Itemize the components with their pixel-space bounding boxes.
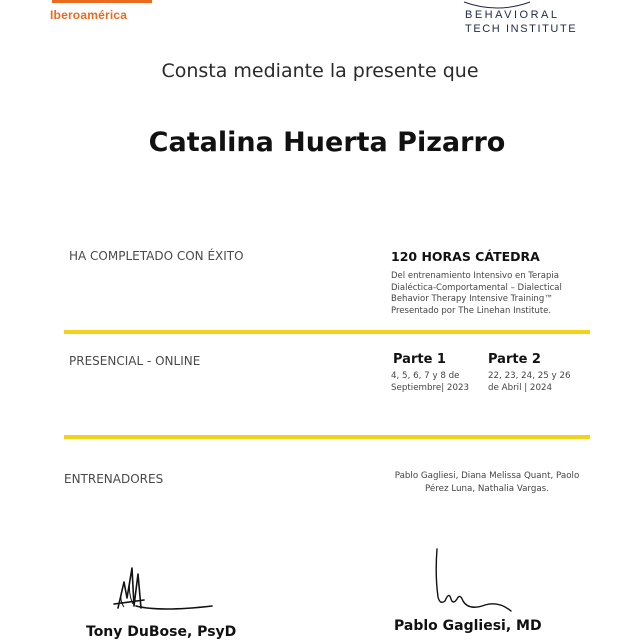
part2-dates-line: 22, 23, 24, 25 y 26	[488, 371, 571, 381]
recipient-name: Catalina Huerta Pizarro	[148, 127, 506, 158]
partner-logo-line2: TECH INSTITUTE	[465, 23, 578, 35]
trainers-list-line: Pérez Luna, Nathalia Vargas.	[425, 483, 549, 494]
organization-logo-bar	[52, 0, 152, 3]
training-description-line: Del entrenamiento Intensivo en Terapia	[391, 271, 559, 281]
part2-dates	[488, 371, 571, 394]
training-description-line: Behavior Therapy Intensive Training™	[391, 294, 553, 304]
part1-dates	[391, 371, 469, 394]
trainers-list-line: Pablo Gagliesi, Diana Melissa Quant, Paolo	[394, 471, 580, 481]
training-description-line: Dialéctica-Comportamental – Dialectical	[391, 282, 562, 293]
training-description-line: Presentado por The Linehan Institute.	[391, 305, 552, 316]
signatory-right-name: Pablo Gagliesi, MD	[394, 618, 542, 634]
part1-title: Parte 1	[393, 352, 446, 367]
trainers-list	[392, 470, 582, 495]
hours-title: 120 HORAS CÁTEDRA	[391, 249, 540, 264]
part1-dates-line: 4, 5, 6, 7 y 8 de	[391, 371, 460, 381]
modality-label: PRESENCIAL - ONLINE	[69, 354, 201, 368]
trainers-label: ENTRENADORES	[64, 472, 164, 486]
signature-right-icon	[425, 545, 520, 617]
organization-logo-text: Iberoamérica	[50, 8, 128, 22]
partner-logo-line1: BEHAVIORAL	[465, 9, 560, 21]
section-divider	[64, 330, 590, 334]
part1-dates-line: Septiembre| 2023	[391, 382, 470, 393]
signatory-left-name: Tony DuBose, PsyD	[86, 624, 237, 640]
section-divider	[64, 435, 590, 439]
part2-dates-line: de Abril | 2024	[488, 382, 553, 393]
signature-left-icon	[100, 560, 220, 618]
part2-title: Parte 2	[488, 352, 541, 367]
completion-label: HA COMPLETADO CON ÉXITO	[69, 249, 244, 263]
training-description	[391, 271, 581, 317]
certificate-intro: Consta mediante la presente que	[161, 60, 479, 82]
